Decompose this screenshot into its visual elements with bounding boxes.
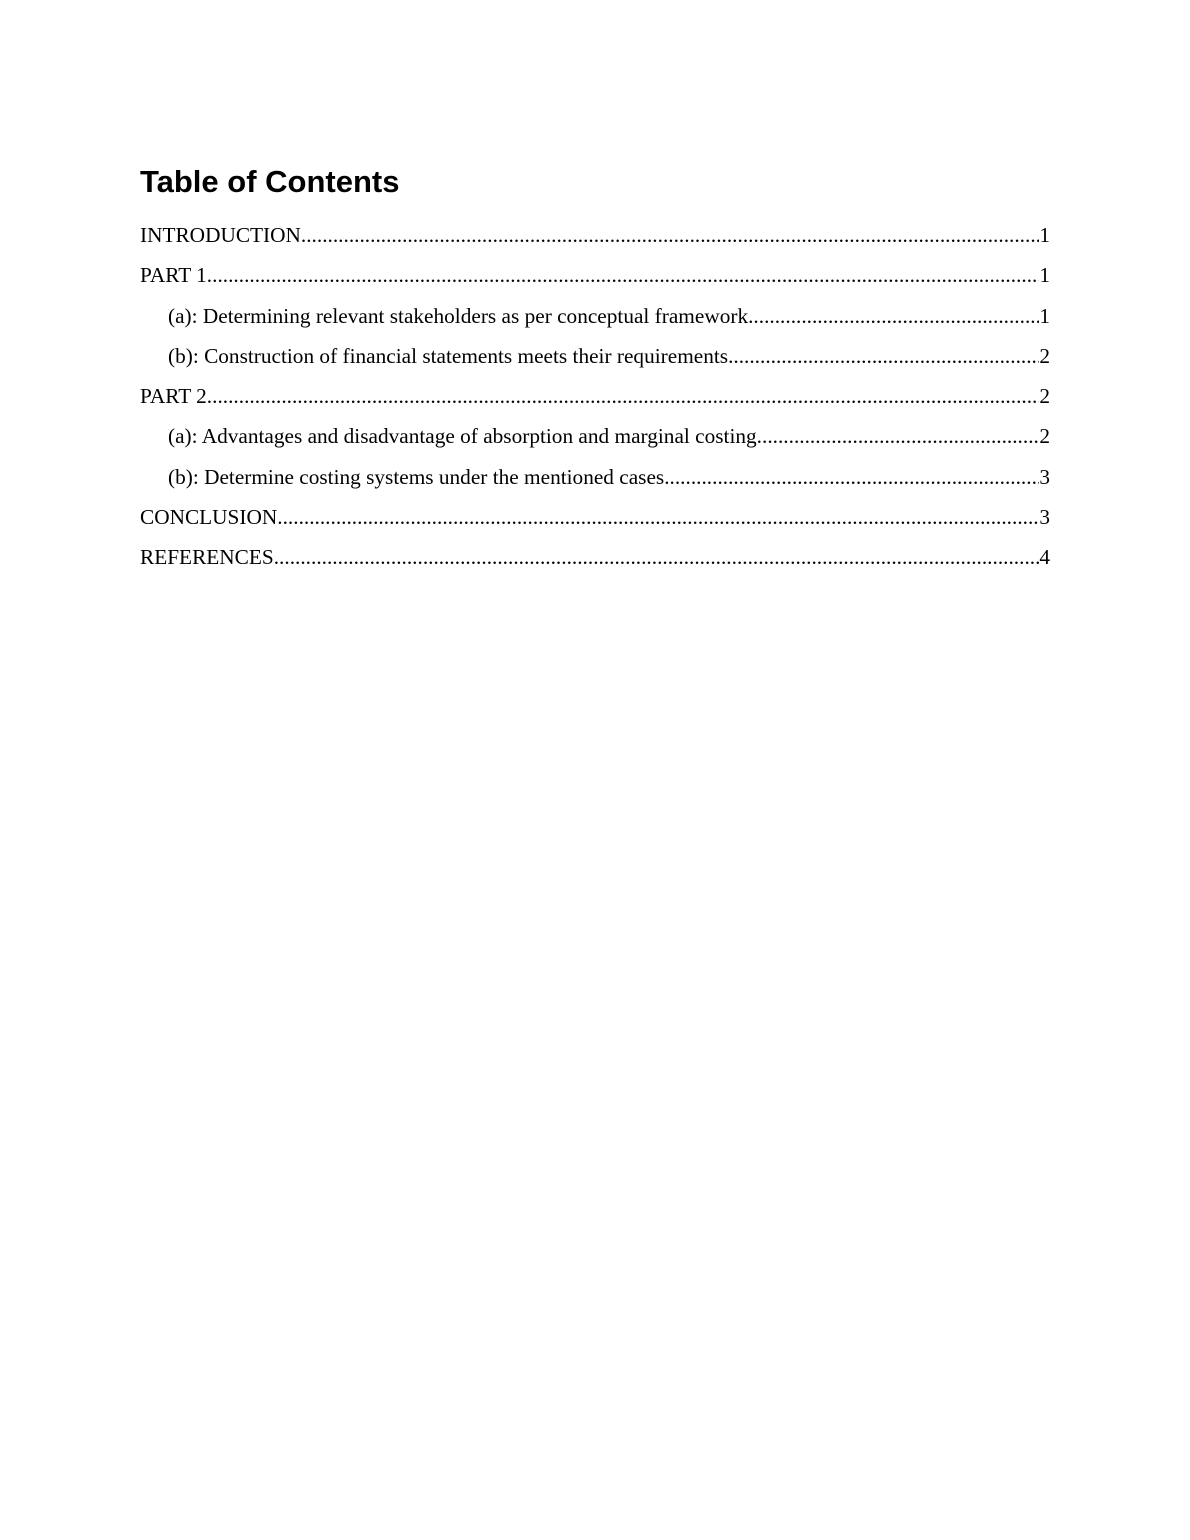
toc-entry-label: (b): Determine costing systems under the mentioned cases — [168, 464, 665, 489]
toc-title: Table of Contents — [140, 164, 400, 199]
toc-entry-label: (a): Advantages and disadvantage of absorption and marginal costing — [168, 424, 757, 449]
toc-list — [140, 223, 1050, 586]
toc-page-number: 4 — [1039, 545, 1050, 570]
toc-entry-label: (a): Determining relevant stakeholders as per conceptual framework — [168, 303, 749, 328]
toc-dot-leader — [207, 263, 1040, 288]
toc-page-number: 1 — [1039, 263, 1050, 288]
toc-page-number: 3 — [1039, 505, 1050, 530]
toc-entry-introduction[interactable] — [140, 223, 1050, 263]
toc-page-number: 3 — [1039, 464, 1050, 489]
toc-dot-leader — [748, 304, 1039, 329]
toc-entry-label: CONCLUSION — [140, 505, 278, 530]
toc-entry-part-2-a[interactable] — [140, 424, 1050, 464]
toc-dot-leader — [277, 505, 1039, 530]
toc-page-number: 1 — [1039, 303, 1050, 328]
toc-entry-conclusion[interactable] — [140, 505, 1050, 545]
toc-dot-leader — [728, 344, 1039, 369]
toc-page-number: 2 — [1039, 424, 1050, 449]
toc-entry-label: REFERENCES — [140, 545, 274, 570]
toc-entry-label: PART 2 — [140, 384, 207, 409]
toc-page-number: 1 — [1039, 223, 1050, 247]
toc-entry-part-2-b[interactable] — [140, 465, 1050, 505]
toc-entry-label: INTRODUCTION — [140, 223, 301, 247]
toc-entry-part-1-a[interactable] — [140, 304, 1050, 344]
toc-dot-leader — [301, 223, 1039, 248]
toc-entry-label: PART 1 — [140, 263, 207, 288]
toc-dot-leader — [664, 465, 1039, 490]
toc-entry-references[interactable] — [140, 545, 1050, 585]
toc-dot-leader — [274, 545, 1040, 570]
toc-page-number: 2 — [1039, 384, 1050, 409]
table-of-contents — [140, 160, 1050, 586]
toc-entry-part-2[interactable] — [140, 384, 1050, 424]
toc-entry-part-1[interactable] — [140, 263, 1050, 303]
toc-page-number: 2 — [1039, 343, 1050, 368]
toc-entry-part-1-b[interactable] — [140, 344, 1050, 384]
toc-entry-label: (b): Construction of financial statements meets their requirements — [168, 343, 729, 368]
toc-dot-leader — [207, 384, 1040, 409]
toc-dot-leader — [757, 424, 1040, 449]
